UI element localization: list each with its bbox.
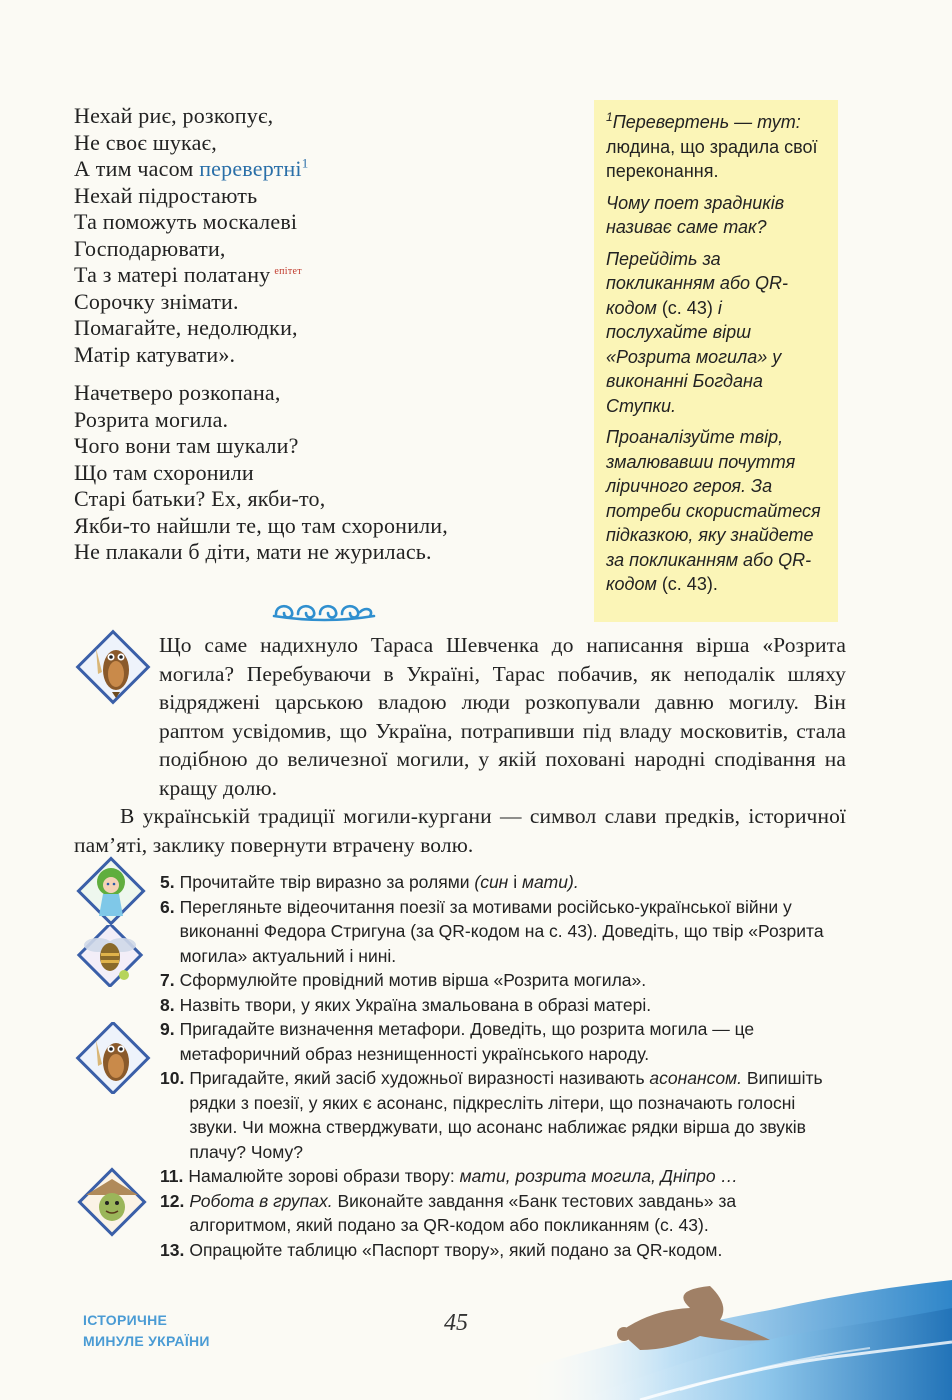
task-text: Назвіть твори, у яких Україна змальована в образі матері. — [179, 994, 652, 1015]
task-text: Робота в групах. Виконайте завдання «Банк тестових завдань» за алгоритмом, який подано за QR-кодом або покликанням (с. 43). — [189, 1190, 737, 1235]
poem-line: Чого вони там шукали? — [74, 433, 299, 458]
poem-line: Якби-то найшли те, що там схоронили, — [74, 512, 448, 538]
task-text: Намалюйте зорові образи твору: мати, розрита могила, Дніпро … — [188, 1166, 738, 1186]
poem-line: Начетверо розкопана, — [74, 380, 281, 405]
poem-line: Старі батьки? Ех, якби-то, — [74, 486, 326, 511]
poem-stanza-2 — [74, 380, 574, 566]
decorative-wave-bird-icon — [520, 1250, 952, 1400]
task-item — [160, 1189, 840, 1238]
task-number: 9. — [160, 1019, 175, 1039]
poem-line: Та поможуть москалеві — [74, 209, 298, 234]
task-number: 5. — [160, 872, 175, 892]
task-item — [160, 1066, 840, 1164]
task-number: 12. — [160, 1190, 185, 1211]
poem-line: Та з матері полатану $^{епітет}$ — [74, 262, 302, 287]
glossary-term: перевертні — [199, 156, 302, 181]
task-item — [160, 1164, 840, 1189]
poem-line: А тим часом перевертні$^1$ — [74, 155, 309, 181]
footnote-term: Перевертень — тут: — [612, 112, 801, 132]
section-title: ІСТОРИЧНЕ МИНУЛЕ УКРАЇНИ — [83, 1312, 210, 1349]
sidebar-listen-task: Перейдіть за покликанням або QR-кодом (с. 43) і послухайте вірш «Розрита могила» у виконанні Богдана Ступки. — [606, 248, 788, 416]
task-text: Перегляньте відеочитання поезії за мотивами російсько-української війни у виконанні Федора Стригуна (за QR-кодом на с. 43). Доведіть, що твір «Розрита могила» актуальний і нині. — [179, 896, 824, 966]
task-text: Опрацюйте таблицю «Паспорт твору», який подано за QR-кодом. — [189, 1239, 723, 1260]
poem-line: Помагайте, недолюдки, — [74, 315, 298, 340]
prose-paragraph: Що саме надихнуло Тараса Шевченка до написання вірша «Розрита могила? Перебуваючи в Україні, Тарас побачив, як неподалік шляху відряджені царською владою люди розкопували давню могилу. Він раптом усвідомив, що Україна, потрапивши під владу московитів, стала подібною до величезної могили, у якій поховані народні сподівання на кращу долю. — [159, 633, 846, 800]
poem-stanza-1 — [74, 103, 574, 368]
sidebar-question: Чому поет зрадників називає саме так? — [606, 192, 785, 237]
task-text: Сформулюйте провідний мотив вірша «Розрита могила». — [179, 970, 647, 990]
task-item — [160, 993, 840, 1018]
task-item — [160, 968, 840, 993]
sidebar-note — [594, 100, 838, 622]
task-item — [160, 870, 840, 895]
prose-paragraph: В українській традиції могили-кургани — символ слави предків, історичної пам’яті, заклику повернути втрачену волю. — [74, 804, 846, 857]
task-text: Пригадайте, який засіб художньої виразності називають асонансом. Випишіть рядки з поезії, у яких є асонанс, підкресліть літери, що позначають голосні звуки. Чи можна стверджувати, що асонанс наближає рядки вірша до звуків плачу? Чому? — [189, 1068, 823, 1162]
page-number: 45 — [444, 1310, 468, 1336]
fairy-icon — [74, 856, 148, 926]
bee-icon — [70, 925, 150, 987]
sidebar-analysis-task: Проаналізуйте твір, змалювавши почуття ліричного героя. За потреби скористайтеся підказкою, яку знайдете за покликанням або QR-кодом (с. 43). — [606, 427, 821, 594]
task-number: 10. — [160, 1068, 185, 1088]
task-number: 7. — [160, 970, 175, 990]
poem-line: Не плакали б діти, мати не журилась. — [74, 539, 432, 564]
poem-line: Що там схоронили — [74, 459, 254, 485]
poem-line: Матір катувати». — [74, 341, 236, 367]
task-number: 6. — [160, 896, 175, 917]
owl-icon — [72, 1022, 154, 1094]
task-item — [160, 895, 840, 969]
task-list — [160, 870, 840, 1262]
poem — [74, 103, 574, 566]
task-number: 11. — [160, 1166, 184, 1186]
footnote-definition: людина, що зрадила свої переконання. — [606, 136, 818, 181]
task-item — [160, 1017, 840, 1066]
task-number: 13. — [160, 1239, 185, 1260]
poem-line: Господарювати, — [74, 235, 226, 261]
poem-line: Нехай підростають — [74, 182, 258, 208]
prose-section — [74, 631, 846, 859]
footnote-marker: 1 — [301, 155, 309, 171]
task-number: 8. — [160, 994, 175, 1015]
poem-line: Розрита могила. — [74, 406, 229, 432]
poem-line: Нехай риє, розкопує, — [74, 103, 274, 128]
epithet-label: епітет — [274, 265, 302, 277]
poem-line: Не своє шукає, — [74, 129, 217, 155]
footnote: $^1$Перевертень — тут: людина, що зрадила свої переконання. — [606, 110, 818, 181]
task-text: Пригадайте визначення метафори. Доведіть, що розрита могила — це метафоричний образ незнищенності українського народу. — [179, 1019, 755, 1064]
mushroom-icon — [74, 1165, 150, 1237]
poem-line: Сорочку знімати. — [74, 288, 239, 314]
task-text: Прочитайте твір виразно за ролями (син і мати). — [179, 872, 579, 892]
ornament-divider-icon — [270, 596, 380, 626]
